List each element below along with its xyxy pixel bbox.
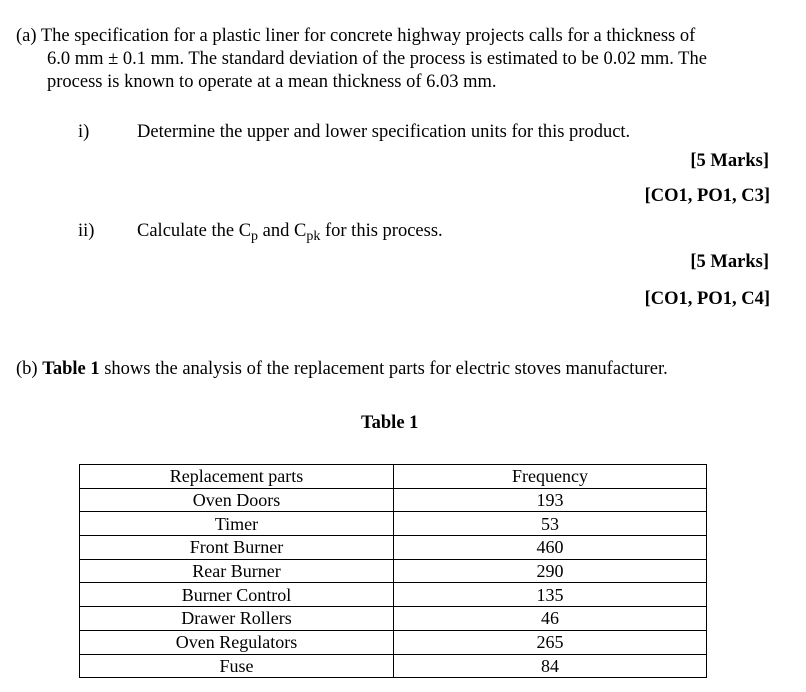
part-b-table-ref: Table 1 — [42, 359, 100, 379]
part-b-prefix: (b) — [16, 359, 43, 379]
frequency-cell: 53 — [394, 512, 707, 536]
table-row — [80, 512, 707, 536]
frequency-cell: 265 — [394, 630, 707, 654]
part-name-cell: Oven Regulators — [80, 630, 394, 654]
table-row — [80, 536, 707, 560]
question-ii-text-c: for this process. — [320, 221, 443, 241]
part-name-cell: Rear Burner — [80, 559, 394, 583]
question-ii-text — [137, 221, 443, 245]
table-row — [80, 607, 707, 631]
part-name-cell: Timer — [80, 512, 394, 536]
table-row — [80, 583, 707, 607]
part-a-line-1: (a) The specification for a plastic liner for concrete highway projects calls for a thickness of — [16, 26, 696, 46]
table-header-parts: Replacement parts — [80, 465, 394, 489]
table-row — [80, 559, 707, 583]
part-name-cell: Front Burner — [80, 536, 394, 560]
frequency-cell: 290 — [394, 559, 707, 583]
cpk-subscript: pk — [306, 229, 321, 244]
question-ii-text-a: Calculate the C — [137, 221, 252, 241]
question-i-number: i) — [78, 122, 90, 142]
question-ii-text-b: and C — [258, 221, 307, 241]
table-title: Table 1 — [361, 413, 419, 433]
frequency-cell: 135 — [394, 583, 707, 607]
question-ii-number: ii) — [78, 221, 95, 241]
part-b-rest: shows the analysis of the replacement parts for electric stoves manufacturer. — [99, 359, 668, 379]
frequency-cell: 46 — [394, 607, 707, 631]
part-name-cell: Drawer Rollers — [80, 607, 394, 631]
part-name-cell: Fuse — [80, 654, 394, 678]
question-i-marks: [5 Marks] — [690, 151, 769, 171]
table-row — [80, 654, 707, 678]
part-a-line-2: 6.0 mm ± 0.1 mm. The standard deviation of the process is estimated to be 0.02 mm. The — [47, 49, 707, 69]
cp-subscript: p — [251, 229, 259, 244]
replacement-parts-table — [79, 464, 707, 678]
frequency-cell: 460 — [394, 536, 707, 560]
part-name-cell: Burner Control — [80, 583, 394, 607]
question-i-co: [CO1, PO1, C3] — [644, 186, 770, 206]
frequency-cell: 84 — [394, 654, 707, 678]
part-a-line-3: process is known to operate at a mean thickness of 6.03 mm. — [47, 72, 497, 92]
table-row — [80, 488, 707, 512]
part-b-text — [16, 359, 668, 380]
table-header-frequency: Frequency — [394, 465, 707, 489]
question-ii-co: [CO1, PO1, C4] — [644, 289, 770, 309]
question-i-text: Determine the upper and lower specification units for this product. — [137, 122, 631, 142]
part-name-cell: Oven Doors — [80, 488, 394, 512]
table-row — [80, 630, 707, 654]
frequency-cell: 193 — [394, 488, 707, 512]
question-ii-marks: [5 Marks] — [690, 252, 769, 272]
table-header-row — [80, 465, 707, 489]
